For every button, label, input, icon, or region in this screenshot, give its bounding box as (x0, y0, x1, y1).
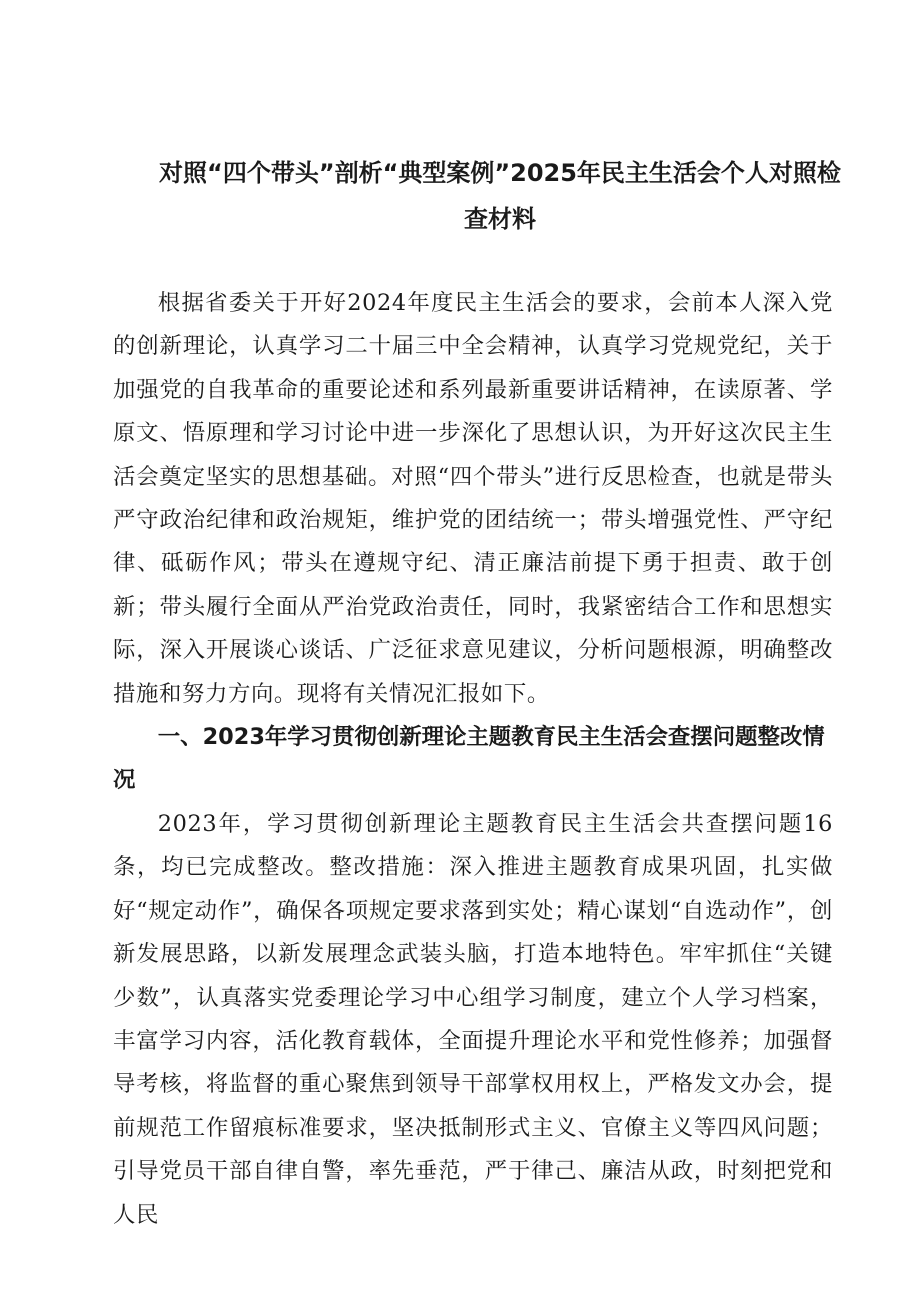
document-title-line-2: 查材料 (464, 205, 536, 233)
document-body (113, 282, 833, 1237)
document-title (110, 150, 890, 242)
section-1-heading: 一、2023年学习贯彻创新理论主题教育民主生活会查摆问题整改情况 (113, 724, 825, 794)
section-1-paragraph: 2023年，学习贯彻创新理论主题教育民主生活会共查摆问题16条，均已完成整改。整改措施：深入推进主题教育成果巩固，扎实做好“规定动作”，确保各项规定要求落到实处；精心谋划“自选动作”，创新发展思路，以新发展理念武装头脑，打造本地特色。牢牢抓住“关键少数”，认真落实党委理论学习中心组学习制度，建立个人学习档案，丰富学习内容，活化教育载体，全面提升理论水平和党性修养；加强督导考核，将监督的重心聚焦到领导干部掌权用权上，严格发文办会，提前规范工作留痕标准要求，坚决抵制形式主义、官僚主义等四风问题；引导党员干部自律自警，率先垂范，严于律己、廉洁从政，时刻把党和人民 (113, 810, 833, 1228)
intro-paragraph: 根据省委关于开好2024年度民主生活会的要求，会前本人深入党的创新理论，认真学习二十届三中全会精神，认真学习党规党纪，关于加强党的自我革命的重要论述和系列最新重要讲话精神，在读原著、学原文、悟原理和学习讨论中进一步深化了思想认识，为开好这次民主生活会奠定坚实的思想基础。对照“四个带头”进行反思检查，也就是带头严守政治纪律和政治规矩，维护党的团结统一；带头增强党性、严守纪律、砥砺作风；带头在遵规守纪、清正廉洁前提下勇于担责、敢于创新；带头履行全面从严治党政治责任，同时，我紧密结合工作和思想实际，深入开展谈心谈话、广泛征求意见建议，分析问题根源，明确整改措施和努力方向。现将有关情况汇报如下。 (113, 290, 833, 707)
document-title-line-1: 对照“四个带头”剖析“典型案例”2025年民主生活会个人对照检 (159, 159, 841, 187)
